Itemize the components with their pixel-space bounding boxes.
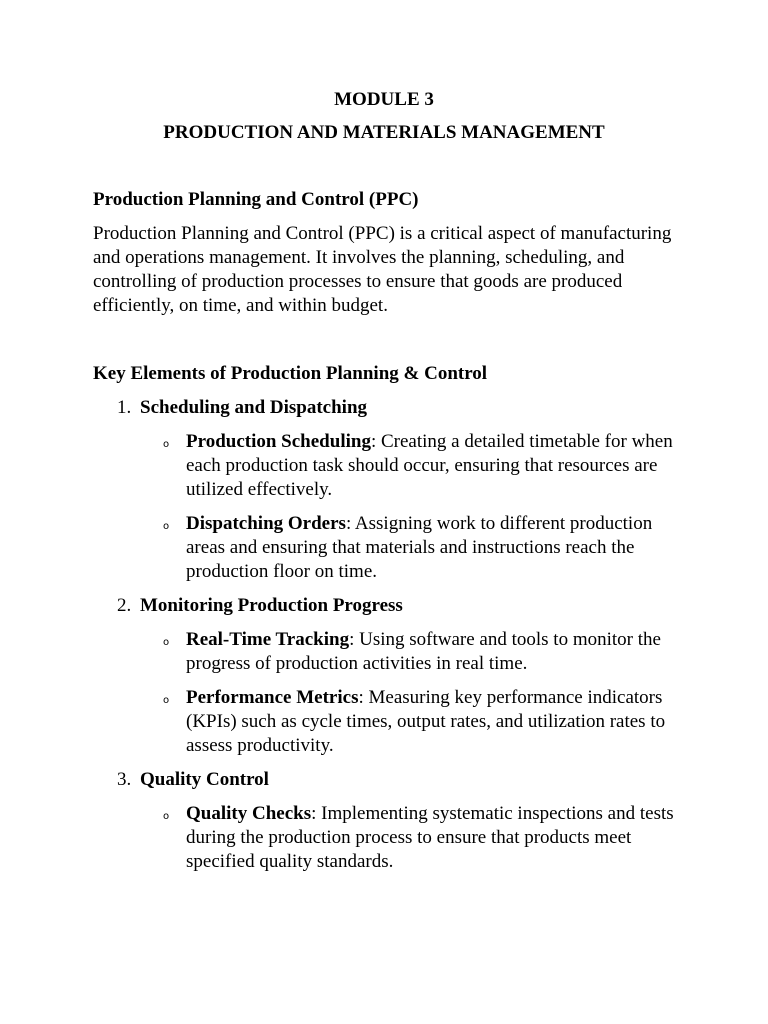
section-title: Quality Control	[140, 769, 269, 790]
section-title: Monitoring Production Progress	[140, 595, 403, 616]
sub-item-term: Production Scheduling	[186, 431, 371, 452]
bullet-icon: o	[163, 521, 170, 532]
key-elements-list	[93, 396, 683, 874]
sub-item	[140, 512, 683, 584]
sub-item-term: Quality Checks	[186, 803, 312, 824]
sub-list	[140, 430, 683, 584]
section-number: 2.	[117, 595, 132, 616]
module-title: MODULE 3	[334, 89, 434, 110]
key-elements-heading: Key Elements of Production Planning & Control	[93, 363, 488, 384]
section-item	[93, 768, 683, 874]
sub-item	[140, 686, 683, 758]
section-number: 1.	[117, 397, 132, 418]
document-body	[93, 188, 683, 884]
sub-item-text: : Assigning work to different production areas and ensuring that materials and instructions reach the production floor on time.	[186, 513, 653, 582]
sub-item	[140, 802, 683, 874]
bullet-icon: o	[163, 811, 170, 822]
ppc-paragraph: Production Planning and Control (PPC) is a critical aspect of manufacturing and operations management. It involves the planning, scheduling, and controlling of production processes to ensure that goods are produced efficiently, on time, and within budget.	[93, 223, 672, 316]
sub-item-text: : Measuring key performance indicators (KPIs) such as cycle times, output rates, and utilization rates to assess productivity.	[186, 687, 666, 756]
sub-item-term: Real-Time Tracking	[186, 629, 350, 650]
module-subtitle: PRODUCTION AND MATERIALS MANAGEMENT	[163, 122, 605, 143]
bullet-icon: o	[163, 695, 170, 706]
sub-item-text: : Implementing systematic inspections and tests during the production process to ensure that products meet specified quality standards.	[186, 803, 674, 872]
sub-item-text: : Creating a detailed timetable for when each production task should occur, ensuring that resources are utilized effectively.	[186, 431, 673, 500]
bullet-icon: o	[163, 637, 170, 648]
sub-list	[140, 628, 683, 758]
sub-item-text: : Using software and tools to monitor the progress of production activities in real time.	[186, 629, 661, 674]
sub-item	[140, 430, 683, 502]
section-number: 3.	[117, 769, 132, 790]
sub-item-term: Performance Metrics	[186, 687, 359, 708]
ppc-heading: Production Planning and Control (PPC)	[93, 189, 419, 210]
section-title: Scheduling and Dispatching	[140, 397, 368, 418]
sub-item	[140, 628, 683, 676]
sub-item-term: Dispatching Orders	[186, 513, 346, 534]
sub-list	[140, 802, 683, 874]
bullet-icon: o	[163, 439, 170, 450]
section-item	[93, 396, 683, 584]
section-item	[93, 594, 683, 758]
